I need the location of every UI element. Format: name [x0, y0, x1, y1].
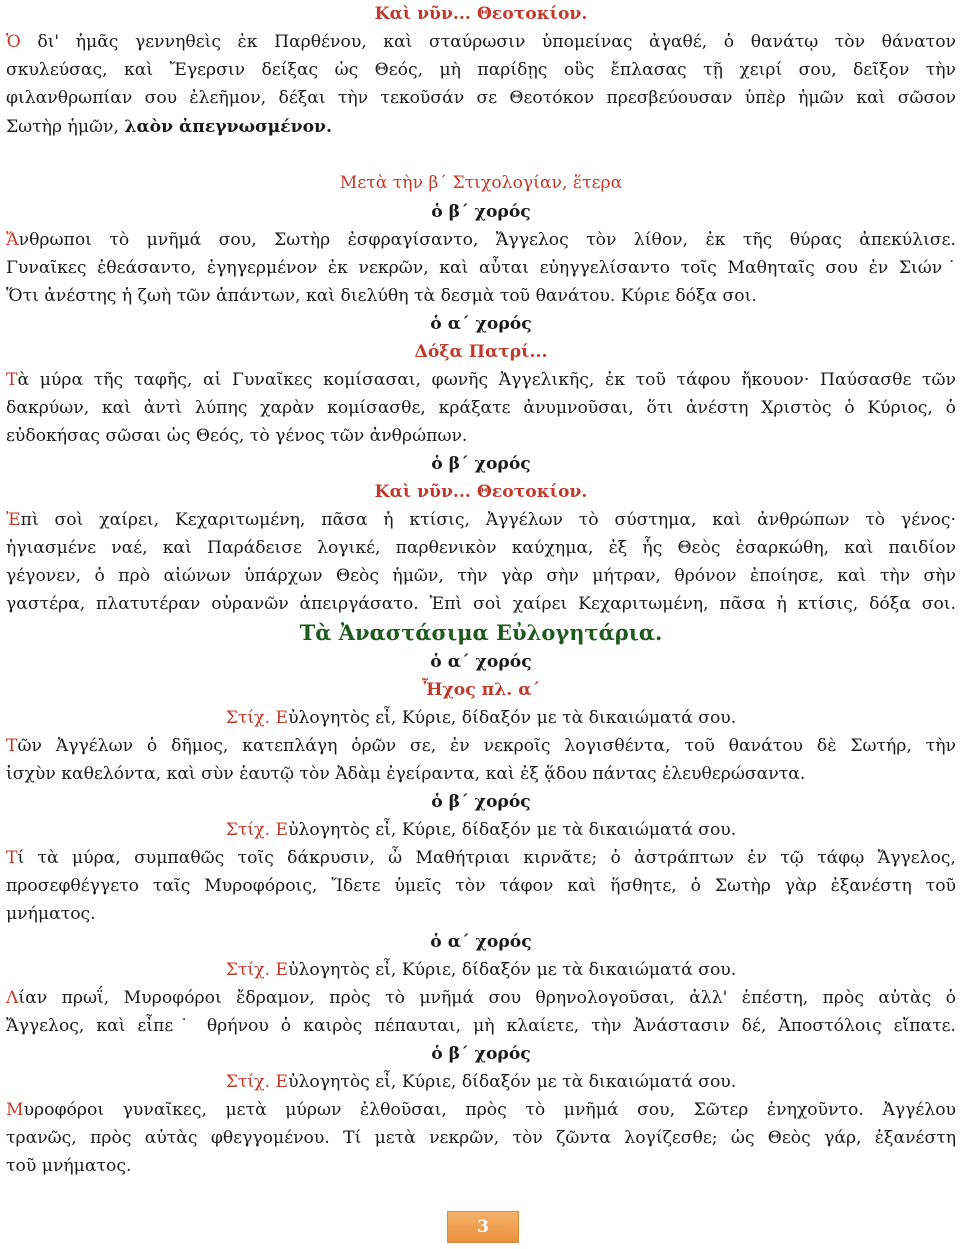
text-line: Ἄγγελος, καὶ εἶπε˙ θρήνου ὁ καιρὸς πέπαυται, μὴ κλαίετε, τὴν Ἀνάστασιν δέ, Ἀποστόλοις εἴπατε. [6, 1016, 956, 1036]
stichos-line [6, 1068, 956, 1096]
text-line: μνήματος. [6, 904, 96, 924]
text-line: φιλανθρωπίαν σου ἐλεῆμον, δέξαι τὴν τεκοῦσάν σε Θεοτόκον πρεσβεύουσαν ὑπὲρ ἡμῶν καὶ σῶσον [6, 88, 956, 108]
line-text: ίαν πρωΐ, Μυροφόροι ἔδραμον, πρὸς τὸ μνῆμά σου θρηνολογοῦσαι, ἀλλ' ἐπέστη, πρὸς αὐτὰς ὁ [18, 988, 956, 1008]
initial-letter: Τ [6, 848, 18, 868]
text-line: δακρύων, καὶ ἀντὶ λύπης χαρὰν κομίσασθε, κράξατε ἀνυμνοῦσαι, ὅτι ἀνέστη Χριστὸς ὁ Κύριος, ὁ [6, 398, 956, 418]
line-text: ὐλογητὸς εἶ, Κύριε, δίδαξόν με τὰ δικαιώματά σου. [288, 708, 737, 728]
text-line: ἰσχὺν καθελόντα, καὶ σὺν ἑαυτῷ τὸν Ἀδὰμ ἐγείραντα, καὶ ἐξ ᾅδου πάντας ἐλευθερώσαντα. [6, 764, 806, 784]
text-line: σκυλεύσας, καὶ Ἔγερσιν δείξας ὡς Θεός, μὴ παρίδῃς οὓς ἔπλασας τῇ χειρί σου, δεῖξον τὴν [6, 60, 956, 80]
text-line [6, 366, 956, 394]
initial-letter: Ἄ [6, 230, 19, 250]
choir-label: ὁ α΄ χορός [430, 652, 532, 672]
initial-letter: Ε [275, 820, 289, 840]
initial-letter: Τ [6, 370, 18, 390]
tone-label: Ἦχος πλ. α΄ [421, 680, 541, 700]
text-line [6, 984, 956, 1012]
line-text: πὶ σοὶ χαίρει, Κεχαριτωμένη, πᾶσα ἡ κτίσις, Ἀγγέλων τὸ σύστημα, καὶ ἀνθρώπων τὸ γένος· [20, 510, 956, 530]
initial-letter: Ε [275, 708, 289, 728]
section-heading: Μετὰ τὴν β΄ Στιχολογίαν, ἕτερα [339, 173, 623, 193]
initial-letter: Τ [6, 736, 18, 756]
stichos-line [6, 704, 956, 732]
stichos-label: Στίχ. [225, 1072, 271, 1092]
text-line: τρανῶς, πρὸς αὐτὰς φθεγγομένου. Τί μετὰ νεκρῶν, τὸν ζῶντα λογίζεσθε; ὡς Θεὸς γάρ, ἐξανέστη [6, 1128, 956, 1148]
section-heading: Δόξα Πατρί... [414, 342, 548, 362]
line-text: Σωτὴρ ἡμῶν, [6, 117, 125, 137]
line-text: ὰ μύρα τῆς ταφῆς, αἱ Γυναῖκες κομίσασαι, φωνῆς Ἀγγελικῆς, ἐκ τοῦ τάφου ἤκουον· Παύσασθε τῶν [17, 370, 956, 390]
stichos-line [6, 816, 956, 844]
choir-label: ὁ β΄ χορός [431, 1044, 531, 1064]
line-text: ὐλογητὸς εἶ, Κύριε, δίδαξόν με τὰ δικαιώματά σου. [288, 820, 737, 840]
text-line [6, 113, 332, 141]
initial-letter: Μ [6, 1100, 24, 1120]
stichos-label: Στίχ. [225, 960, 271, 980]
page-title: Τὰ Ἀναστάσιμα Εὐλογητάρια. [299, 620, 663, 645]
line-text: ῶν Ἀγγέλων ὁ δῆμος, κατεπλάγη ὁρῶν σε, ἐν νεκροῖς λογισθέντα, τοῦ θανάτου δὲ Σωτήρ, τὴν [17, 736, 956, 756]
line-text: υροφόροι γυναῖκες, μετὰ μύρων ἐλθοῦσαι, πρὸς τὸ μνῆμά σου, Σῶτερ ἐνηχοῦντο. Ἀγγέλου [23, 1100, 956, 1120]
text-line [6, 1096, 956, 1124]
text-line [6, 844, 956, 872]
initial-letter: Ἐ [6, 510, 21, 530]
stichos-label: Στίχ. [225, 820, 271, 840]
text-line: προσεφθέγγετο ταῖς Μυροφόροις, Ἴδετε ὑμεῖς τὸν τάφον καὶ ἥσθητε, ὁ Σωτὴρ γὰρ ἐξανέστη τοῦ [6, 876, 956, 896]
line-text: δι' ἡμᾶς γεννηθεὶς ἐκ Παρθένου, καὶ σταύρωσιν ὑπομείνας ἀγαθέ, ὁ θανάτῳ τὸν θάνατον [20, 32, 956, 52]
text-line: τοῦ μνήματος. [6, 1156, 132, 1176]
text-line: γαστέρα, πλατυτέραν οὐρανῶν ἀπειργάσατο. Ἐπὶ σοὶ χαίρει Κεχαριτωμένη, πᾶσα ἡ κτίσις, δόξα σοι. [6, 594, 956, 614]
choir-label: ὁ β΄ χορός [431, 202, 531, 222]
initial-letter: Ε [275, 960, 289, 980]
text-line [6, 732, 956, 760]
line-text: ί τὰ μύρα, συμπαθῶς τοῖς δάκρυσιν, ὦ Μαθήτριαι κιρνᾶτε; ὁ ἀστράπτων ἐν τῷ τάφῳ Ἄγγελος, [17, 848, 956, 868]
section-heading: Καὶ νῦν... Θεοτοκίον. [374, 482, 588, 502]
text-line: Ὅτι ἀνέστης ἡ ζωὴ τῶν ἁπάντων, καὶ διελύθη τὰ δεσμὰ τοῦ θανάτου. Κύριε δόξα σοι. [6, 286, 757, 306]
emphasis-text: λαὸν ἀπεγνωσμένον. [124, 117, 332, 137]
initial-letter: Λ [6, 988, 19, 1008]
page-number-badge: 3 [447, 1211, 519, 1243]
initial-letter: Ὁ [6, 32, 21, 52]
text-line: γέγονεν, ὁ πρὸ αἰώνων ὑπάρχων Θεὸς ἡμῶν, τὴν γὰρ σὴν μήτραν, θρόνον ἐποίησε, καὶ τὴν σὴν [6, 566, 956, 586]
choir-label: ὁ β΄ χορός [431, 454, 531, 474]
stichos-line [6, 956, 956, 984]
line-text: ὐλογητὸς εἶ, Κύριε, δίδαξόν με τὰ δικαιώματά σου. [288, 1072, 737, 1092]
section-heading: Καὶ νῦν... Θεοτοκίον. [374, 4, 588, 24]
text-line: ἡγιασμένε ναέ, καὶ Παράδεισε λογικέ, παρθενικὸν καύχημα, ἐξ ἧς Θεὸς ἐσαρκώθη, καὶ παιδίον [6, 538, 956, 558]
text-line [6, 28, 956, 56]
text-line: εὐδοκήσας σῶσαι ὡς Θεός, τὸ γένος τῶν ἀνθρώπων. [6, 426, 468, 446]
text-line [6, 506, 956, 534]
line-text: νθρωποι τὸ μνῆμά σου, Σωτὴρ ἐσφραγίσαντο, Ἄγγελος τὸν λίθον, ἐκ τῆς θύρας ἀπεκύλισε. [18, 230, 956, 250]
choir-label: ὁ β΄ χορός [431, 792, 531, 812]
initial-letter: Ε [275, 1072, 289, 1092]
choir-label: ὁ α΄ χορός [430, 932, 532, 952]
text-line: Γυναῖκες ἐθεάσαντο, ἐγηγερμένον ἐκ νεκρῶν, καὶ αὗται εὐηγγελίσαντο τοῖς Μαθηταῖς σου ἐν Σιών˙ [6, 258, 956, 278]
line-text: ὐλογητὸς εἶ, Κύριε, δίδαξόν με τὰ δικαιώματά σου. [288, 960, 737, 980]
stichos-label: Στίχ. [225, 708, 271, 728]
text-line [6, 226, 956, 254]
choir-label: ὁ α΄ χορός [430, 314, 532, 334]
